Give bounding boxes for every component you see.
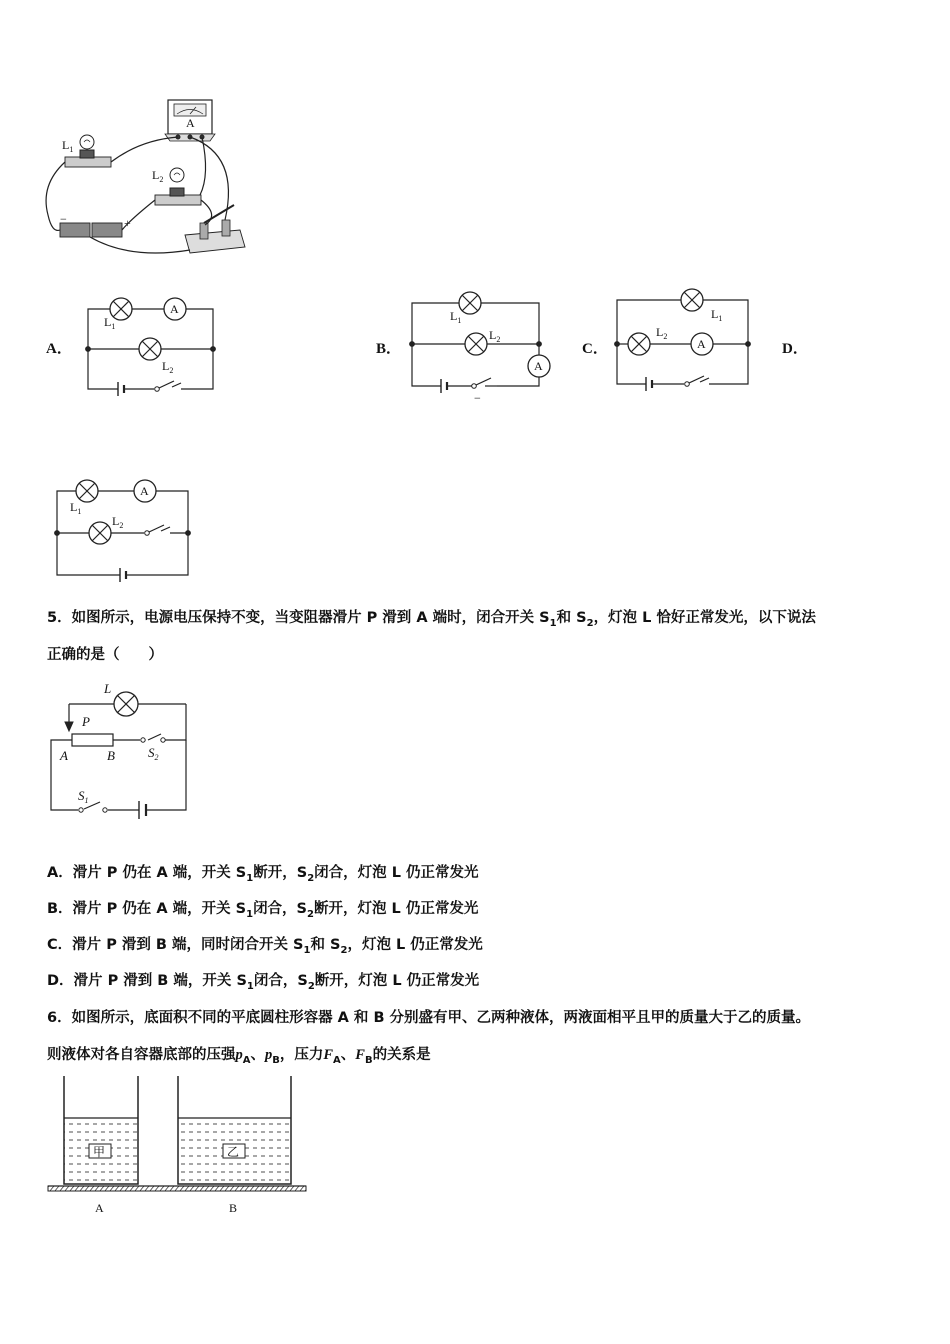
svg-text:A: A: [140, 484, 149, 498]
option-b-letter[interactable]: B．: [376, 341, 402, 357]
q5-choice-b[interactable]: B．滑片 P 仍在 A 端，开关 $S_1$闭合，$S_2$断开，灯泡 L 仍正常发光: [47, 901, 479, 920]
q5-choice-a[interactable]: A．滑片 P 仍在 A 端，开关 $S_1$断开，$S_2$闭合，灯泡 L 仍正常发光: [47, 865, 479, 884]
option-d-letter[interactable]: D．: [782, 341, 808, 357]
knife-switch-device: [185, 205, 245, 253]
lamp-l-icon: [114, 692, 138, 716]
svg-text:A: A: [170, 302, 179, 316]
rheostat-icon: [72, 734, 113, 746]
lamp-l2-icon: [139, 338, 161, 360]
svg-text:甲: 甲: [93, 1145, 106, 1159]
lamp-l2-device: [152, 168, 201, 205]
svg-text:−: −: [474, 391, 481, 405]
option-a-letter[interactable]: A．: [46, 341, 72, 357]
lamp-l2-icon: [465, 333, 487, 355]
lamp-l1-device: [62, 135, 111, 167]
lamp-l1-icon: [110, 298, 132, 320]
svg-text:+: +: [124, 216, 131, 230]
svg-text:A: A: [95, 1201, 104, 1215]
option-a-circuit: [84, 293, 220, 398]
q5-stem-line1: 5．如图所示，电源电压保持不变，当变阻器滑片 P 滑到 A 端时，闭合开关 $S_1$和 $S_2$，灯泡 L 恰好正常发光，以下说法: [47, 610, 816, 629]
q5-stem-line2: 正确的是（ ）: [47, 647, 163, 663]
switch-icon: [472, 378, 491, 388]
svg-text:L1: $L_1$: [104, 315, 116, 331]
switch-icon: [155, 381, 174, 391]
q6-stem-line2: 则液体对各自容器底部的压强$p_A$、$p_B$，压力$F_A$、$F_B$的关系是: [47, 1047, 431, 1066]
container-a: [64, 1076, 138, 1184]
lamp-l2-icon: [628, 333, 650, 355]
option-b-circuit: [407, 288, 552, 403]
svg-text:S2: $S_2$: [148, 745, 159, 762]
svg-text:A: A: [534, 359, 543, 373]
ammeter-device: [165, 100, 215, 141]
circuit-photo-figure: [40, 95, 260, 265]
q5-choice-c[interactable]: C．滑片 P 滑到 B 端，同时闭合开关 $S_1$和 $S_2$，灯泡 L 仍正常发光: [47, 937, 483, 956]
svg-text:B: B: [229, 1201, 238, 1215]
lamp-l1-icon: [76, 480, 98, 502]
svg-text:A: A: [697, 337, 706, 351]
switch-s1-icon: [79, 808, 107, 812]
svg-text:A: A: [60, 748, 68, 763]
container-b: [178, 1076, 291, 1184]
battery-icon: [118, 382, 124, 396]
ammeter-icon: [164, 298, 186, 320]
lamp-l1-icon: [681, 289, 703, 311]
svg-text:L1: $L_1$: [450, 309, 462, 325]
battery-icon: [139, 801, 146, 819]
svg-text:A: A: [186, 116, 195, 130]
lamp-l2-icon: [89, 522, 111, 544]
battery-pack: [60, 212, 131, 237]
battery-icon: [646, 377, 652, 391]
ammeter-icon: [528, 355, 550, 377]
ground-line: [48, 1186, 306, 1191]
svg-text:B: B: [107, 748, 115, 763]
q6-containers-figure: [44, 1072, 314, 1222]
q6-stem-line1: 6．如图所示，底面积不同的平底圆柱形容器 A 和 B 分别盛有甲、乙两种液体，两液面相平且甲的质量大于乙的质量。: [47, 1010, 811, 1026]
switch-s2-icon: [141, 738, 165, 742]
svg-text:L1: $L_1$: [70, 500, 82, 516]
lamp-l1-icon: [459, 292, 481, 314]
svg-text:乙: 乙: [227, 1145, 240, 1159]
svg-text:L1: $L_1$: [62, 138, 74, 154]
svg-text:−: −: [60, 212, 67, 226]
option-c-letter[interactable]: C．: [582, 341, 608, 357]
svg-text:L2: $L_2$: [656, 325, 668, 341]
option-d-circuit: [52, 475, 197, 587]
svg-text:L1: $L_1$: [711, 307, 723, 323]
battery-icon: [441, 379, 447, 393]
ammeter-icon: [691, 333, 713, 355]
svg-text:L2: $L_2$: [112, 514, 124, 530]
battery-icon: [120, 568, 126, 582]
q5-circuit-figure: [46, 678, 191, 828]
q5-choice-d[interactable]: D．滑片 P 滑到 B 端，开关 $S_1$闭合，$S_2$断开，灯泡 L 仍正常发光: [47, 973, 480, 992]
svg-text:L2: $L_2$: [489, 328, 501, 344]
svg-text:L2: $L_2$: [162, 359, 174, 375]
svg-text:L2: $L_2$: [152, 168, 164, 184]
svg-text:P: P: [82, 714, 90, 729]
switch-icon: [145, 525, 164, 535]
svg-text:S1: $S_1$: [78, 788, 89, 805]
svg-text:L: L: [104, 681, 112, 696]
ammeter-icon: [134, 480, 156, 502]
option-c-circuit: [612, 288, 757, 398]
